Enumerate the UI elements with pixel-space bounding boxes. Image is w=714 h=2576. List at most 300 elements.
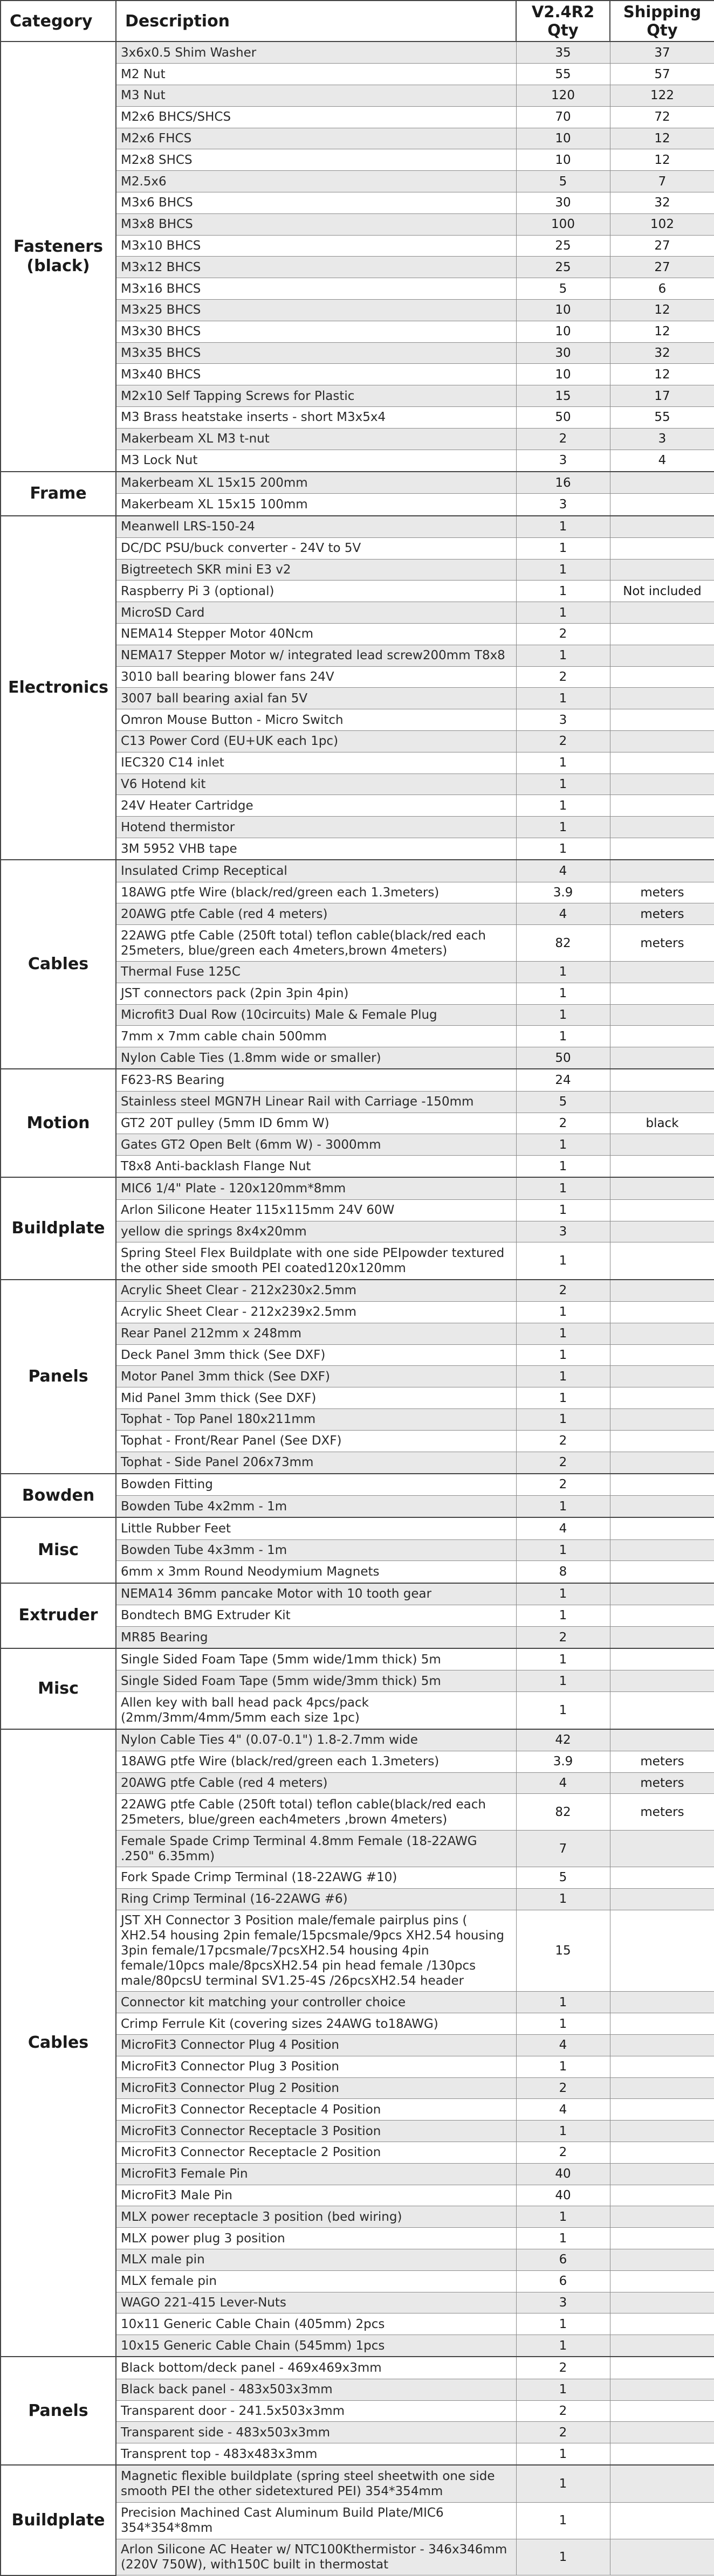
- item-description: M2x8 SHCS: [116, 149, 516, 171]
- item-qty: 1: [516, 1323, 610, 1344]
- item-shipping-qty: [610, 1280, 714, 1302]
- item-qty: 1: [516, 1301, 610, 1323]
- item-description: Black back panel - 483x503x3mm: [116, 2379, 516, 2400]
- item-shipping-qty: [610, 1992, 714, 2013]
- item-qty: 1: [516, 1156, 610, 1178]
- item-description: M3x12 BHCS: [116, 257, 516, 278]
- item-qty: 4: [516, 1517, 610, 1539]
- table-row: [1, 2465, 714, 2502]
- item-qty: 3: [516, 1221, 610, 1242]
- item-qty: 3: [516, 709, 610, 731]
- item-shipping-qty: 32: [610, 342, 714, 364]
- item-shipping-qty: [610, 860, 714, 882]
- item-description: Little Rubber Feet: [116, 1517, 516, 1539]
- item-shipping-qty: black: [610, 1113, 714, 1134]
- item-shipping-qty: 72: [610, 106, 714, 128]
- item-qty: 16: [516, 472, 610, 494]
- item-qty: 120: [516, 85, 610, 107]
- item-shipping-qty: 7: [610, 171, 714, 192]
- item-description: MicroFit3 Connector Plug 2 Position: [116, 2077, 516, 2099]
- item-shipping-qty: [610, 666, 714, 688]
- item-description: WAGO 221-415 Lever-Nuts: [116, 2292, 516, 2313]
- item-description: 18AWG ptfe Wire (black/red/green each 1.3meters): [116, 1751, 516, 1772]
- item-shipping-qty: [610, 645, 714, 666]
- item-shipping-qty: [610, 1539, 714, 1561]
- item-description: Stainless steel MGN7H Linear Rail with Carriage -150mm: [116, 1091, 516, 1113]
- item-qty: 1: [516, 752, 610, 774]
- item-qty: 70: [516, 106, 610, 128]
- item-shipping-qty: [610, 1648, 714, 1670]
- item-qty: 2: [516, 428, 610, 450]
- item-qty: 1: [516, 1242, 610, 1280]
- item-shipping-qty: [610, 2465, 714, 2502]
- item-description: MLX power plug 3 position: [116, 2228, 516, 2249]
- item-description: MicroFit3 Connector Receptacle 2 Position: [116, 2142, 516, 2164]
- item-description: Nylon Cable Ties (1.8mm wide or smaller): [116, 1047, 516, 1069]
- item-shipping-qty: [610, 2313, 714, 2335]
- item-shipping-qty: 37: [610, 42, 714, 64]
- category-label: Buildplate: [1, 1177, 116, 1279]
- item-qty: 4: [516, 2099, 610, 2121]
- table-row: [1, 860, 714, 882]
- item-description: MicroFit3 Connector Receptacle 4 Position: [116, 2099, 516, 2121]
- item-description: Tophat - Front/Rear Panel (See DXF): [116, 1430, 516, 1452]
- item-shipping-qty: [610, 559, 714, 581]
- item-description: 6mm x 3mm Round Neodymium Magnets: [116, 1561, 516, 1583]
- item-shipping-qty: [610, 752, 714, 774]
- item-qty: 1: [516, 602, 610, 624]
- item-qty: 1: [516, 774, 610, 795]
- category-label: Panels: [1, 1280, 116, 1474]
- item-description: Hotend thermistor: [116, 817, 516, 838]
- item-qty: 1: [516, 1992, 610, 2013]
- table-row: [1, 1517, 714, 1539]
- item-shipping-qty: [610, 2249, 714, 2271]
- item-shipping-qty: [610, 2292, 714, 2313]
- item-qty: 2: [516, 1626, 610, 1648]
- item-shipping-qty: 57: [610, 64, 714, 85]
- item-description: 3010 ball bearing blower fans 24V: [116, 666, 516, 688]
- item-description: T8x8 Anti-backlash Flange Nut: [116, 1156, 516, 1178]
- item-description: 3x6x0.5 Shim Washer: [116, 42, 516, 64]
- item-description: M3x35 BHCS: [116, 342, 516, 364]
- item-shipping-qty: [610, 2502, 714, 2539]
- item-qty: 2: [516, 1474, 610, 1496]
- item-description: JST XH Connector 3 Position male/female pairplus pins ( XH2.54 housing 2pin female/15pcsmale/9pcs XH2.54 housing 3pin female/17pcsmale/7pcsXH2.54 housing 4pin female/10pcs male/8pcsXH2.54 pin head female /130pcs male/80pcsU terminal SV1.25-4S /26pcsXH2.54 header: [116, 1910, 516, 1992]
- table-row: [1, 1729, 714, 1751]
- item-description: Makerbeam XL M3 t-nut: [116, 428, 516, 450]
- item-description: Arlon Silicone AC Heater w/ NTC100Kthermistor - 346x346mm (220V 750W), with150C built in thermostat: [116, 2539, 516, 2575]
- item-qty: 30: [516, 342, 610, 364]
- item-shipping-qty: [610, 2443, 714, 2465]
- column-header-category: Category: [1, 1, 116, 42]
- item-description: M3x16 BHCS: [116, 278, 516, 300]
- item-qty: 1: [516, 2056, 610, 2077]
- item-qty: 5: [516, 1091, 610, 1113]
- item-qty: 1: [516, 537, 610, 559]
- item-qty: 1: [516, 2502, 610, 2539]
- item-shipping-qty: [610, 602, 714, 624]
- item-description: 18AWG ptfe Wire (black/red/green each 1.3meters): [116, 882, 516, 903]
- item-description: Acrylic Sheet Clear - 212x239x2.5mm: [116, 1301, 516, 1323]
- item-description: Mid Panel 3mm thick (See DXF): [116, 1387, 516, 1409]
- item-description: 22AWG ptfe Cable (250ft total) teflon cable(black/red each 25meters, blue/green each 4meters,brown 4meters): [116, 925, 516, 962]
- item-shipping-qty: [610, 795, 714, 817]
- item-qty: 1: [516, 2228, 610, 2249]
- item-shipping-qty: [610, 731, 714, 752]
- item-description: Black bottom/deck panel - 469x469x3mm: [116, 2357, 516, 2379]
- item-description: Makerbeam XL 15x15 100mm: [116, 494, 516, 516]
- item-description: Transparent side - 483x503x3mm: [116, 2422, 516, 2443]
- item-description: NEMA17 Stepper Motor w/ integrated lead screw200mm T8x8: [116, 645, 516, 666]
- item-qty: 1: [516, 1692, 610, 1729]
- item-shipping-qty: [610, 1605, 714, 1627]
- item-description: Arlon Silicone Heater 115x115mm 24V 60W: [116, 1199, 516, 1221]
- item-qty: 15: [516, 385, 610, 407]
- item-description: Allen key with ball head pack 4pcs/pack (2mm/3mm/4mm/5mm each size 1pc): [116, 1692, 516, 1729]
- category-label: Buildplate: [1, 2465, 116, 2575]
- item-qty: 10: [516, 149, 610, 171]
- item-description: Tophat - Side Panel 206x73mm: [116, 1452, 516, 1474]
- item-qty: 1: [516, 1888, 610, 1910]
- item-description: M3x8 BHCS: [116, 213, 516, 235]
- item-description: MicroFit3 Connector Plug 4 Position: [116, 2035, 516, 2056]
- item-shipping-qty: [610, 1517, 714, 1539]
- item-shipping-qty: [610, 2357, 714, 2379]
- item-shipping-qty: 102: [610, 213, 714, 235]
- item-description: NEMA14 Stepper Motor 40Ncm: [116, 624, 516, 645]
- item-qty: 1: [516, 516, 610, 538]
- item-shipping-qty: meters: [610, 882, 714, 903]
- item-description: Fork Spade Crimp Terminal (18-22AWG #10): [116, 1867, 516, 1889]
- item-description: M3x10 BHCS: [116, 235, 516, 257]
- item-qty: 2: [516, 1430, 610, 1452]
- item-qty: 2: [516, 731, 610, 752]
- item-qty: 1: [516, 559, 610, 581]
- item-shipping-qty: [610, 1496, 714, 1518]
- item-description: M3 Brass heatstake inserts - short M3x5x4: [116, 407, 516, 429]
- item-shipping-qty: 12: [610, 128, 714, 149]
- item-qty: 40: [516, 2185, 610, 2206]
- item-qty: 1: [516, 1026, 610, 1047]
- item-qty: 1: [516, 688, 610, 709]
- item-qty: 2: [516, 2400, 610, 2422]
- item-description: NEMA14 36mm pancake Motor with 10 tooth gear: [116, 1583, 516, 1605]
- item-description: Raspberry Pi 3 (optional): [116, 581, 516, 602]
- item-description: yellow die springs 8x4x20mm: [116, 1221, 516, 1242]
- item-shipping-qty: [610, 2099, 714, 2121]
- item-qty: 82: [516, 1794, 610, 1831]
- item-qty: 1: [516, 1496, 610, 1518]
- item-shipping-qty: meters: [610, 1772, 714, 1794]
- item-description: Bowden Tube 4x2mm - 1m: [116, 1496, 516, 1518]
- item-shipping-qty: [610, 1430, 714, 1452]
- item-description: M2 Nut: [116, 64, 516, 85]
- item-qty: 5: [516, 278, 610, 300]
- item-description: 3007 ball bearing axial fan 5V: [116, 688, 516, 709]
- item-shipping-qty: [610, 2228, 714, 2249]
- item-description: Bondtech BMG Extruder Kit: [116, 1605, 516, 1627]
- item-description: Precision Machined Cast Aluminum Build Plate/MIC6 354*354*8mm: [116, 2502, 516, 2539]
- item-shipping-qty: 3: [610, 428, 714, 450]
- item-qty: 2: [516, 1113, 610, 1134]
- item-description: Motor Panel 3mm thick (See DXF): [116, 1366, 516, 1387]
- item-qty: 1: [516, 2121, 610, 2142]
- item-qty: 7: [516, 1831, 610, 1867]
- item-qty: 6: [516, 2249, 610, 2271]
- item-shipping-qty: [610, 2270, 714, 2292]
- table-row: [1, 1280, 714, 1302]
- item-shipping-qty: [610, 1387, 714, 1409]
- item-qty: 10: [516, 364, 610, 385]
- item-qty: 42: [516, 1729, 610, 1751]
- item-description: M3 Lock Nut: [116, 450, 516, 472]
- item-shipping-qty: meters: [610, 903, 714, 925]
- item-qty: 3: [516, 494, 610, 516]
- category-label: Electronics: [1, 516, 116, 860]
- item-shipping-qty: [610, 1004, 714, 1026]
- item-shipping-qty: [610, 2422, 714, 2443]
- item-description: 10x11 Generic Cable Chain (405mm) 2pcs: [116, 2313, 516, 2335]
- item-qty: 4: [516, 1772, 610, 1794]
- item-description: MR85 Bearing: [116, 1626, 516, 1648]
- item-shipping-qty: [610, 1069, 714, 1091]
- item-qty: 1: [516, 1366, 610, 1387]
- item-description: 7mm x 7mm cable chain 500mm: [116, 1026, 516, 1047]
- item-shipping-qty: 12: [610, 300, 714, 321]
- item-description: C13 Power Cord (EU+UK each 1pc): [116, 731, 516, 752]
- item-qty: 35: [516, 42, 610, 64]
- item-qty: 1: [516, 2465, 610, 2502]
- item-description: Meanwell LRS-150-24: [116, 516, 516, 538]
- item-description: Nylon Cable Ties 4" (0.07-0.1") 1.8-2.7mm wide: [116, 1729, 516, 1751]
- item-shipping-qty: meters: [610, 1794, 714, 1831]
- item-qty: 2: [516, 2077, 610, 2099]
- table-row: [1, 1069, 714, 1091]
- item-qty: 3.9: [516, 882, 610, 903]
- item-shipping-qty: meters: [610, 1751, 714, 1772]
- category-label: Cables: [1, 860, 116, 1069]
- item-qty: 24: [516, 1069, 610, 1091]
- item-qty: 6: [516, 2270, 610, 2292]
- item-shipping-qty: 17: [610, 385, 714, 407]
- item-shipping-qty: [610, 1888, 714, 1910]
- item-description: MicroFit3 Connector Receptacle 3 Position: [116, 2121, 516, 2142]
- item-description: JST connectors pack (2pin 3pin 4pin): [116, 983, 516, 1004]
- item-shipping-qty: [610, 1026, 714, 1047]
- item-qty: 10: [516, 300, 610, 321]
- bom-table-body: [1, 42, 714, 2575]
- item-description: 10x15 Generic Cable Chain (545mm) 1pcs: [116, 2335, 516, 2357]
- item-description: 20AWG ptfe Cable (red 4 meters): [116, 903, 516, 925]
- item-qty: 1: [516, 581, 610, 602]
- item-qty: 40: [516, 2163, 610, 2185]
- item-description: MLX power receptacle 3 position (bed wiring): [116, 2206, 516, 2228]
- item-qty: 1: [516, 1670, 610, 1692]
- item-shipping-qty: [610, 1177, 714, 1199]
- item-shipping-qty: [610, 1670, 714, 1692]
- item-shipping-qty: [610, 2013, 714, 2035]
- item-description: Thermal Fuse 125C: [116, 961, 516, 983]
- item-qty: 15: [516, 1910, 610, 1992]
- item-description: GT2 20T pulley (5mm ID 6mm W): [116, 1113, 516, 1134]
- item-shipping-qty: [610, 774, 714, 795]
- item-qty: 2: [516, 2142, 610, 2164]
- item-qty: 1: [516, 1134, 610, 1156]
- item-qty: 10: [516, 321, 610, 342]
- item-qty: 2: [516, 1280, 610, 1302]
- item-description: MIC6 1/4" Plate - 120x120mm*8mm: [116, 1177, 516, 1199]
- category-label: Misc: [1, 1648, 116, 1729]
- item-shipping-qty: [610, 2142, 714, 2164]
- item-description: Insulated Crimp Receptical: [116, 860, 516, 882]
- item-shipping-qty: [610, 472, 714, 494]
- item-shipping-qty: 12: [610, 321, 714, 342]
- item-shipping-qty: [610, 1474, 714, 1496]
- item-qty: 1: [516, 838, 610, 860]
- item-shipping-qty: [610, 1910, 714, 1992]
- item-qty: 50: [516, 407, 610, 429]
- item-shipping-qty: [610, 1452, 714, 1474]
- item-shipping-qty: [610, 2077, 714, 2099]
- item-qty: 1: [516, 1177, 610, 1199]
- item-qty: 2: [516, 666, 610, 688]
- item-qty: 1: [516, 1199, 610, 1221]
- item-shipping-qty: [610, 537, 714, 559]
- item-shipping-qty: [610, 1692, 714, 1729]
- category-label: Bowden: [1, 1474, 116, 1518]
- item-qty: 2: [516, 2357, 610, 2379]
- item-description: MLX female pin: [116, 2270, 516, 2292]
- item-qty: 5: [516, 1867, 610, 1889]
- item-shipping-qty: [610, 1134, 714, 1156]
- item-qty: 8: [516, 1561, 610, 1583]
- item-qty: 55: [516, 64, 610, 85]
- category-label: Panels: [1, 2357, 116, 2465]
- item-shipping-qty: 12: [610, 364, 714, 385]
- item-qty: 1: [516, 983, 610, 1004]
- item-qty: 1: [516, 1539, 610, 1561]
- table-row: [1, 1177, 714, 1199]
- item-description: Single Sided Foam Tape (5mm wide/3mm thick) 5m: [116, 1670, 516, 1692]
- column-header-qty: V2.4R2 Qty: [516, 1, 610, 42]
- item-shipping-qty: [610, 1091, 714, 1113]
- item-description: MicroFit3 Female Pin: [116, 2163, 516, 2185]
- item-shipping-qty: [610, 1323, 714, 1344]
- column-header-description: Description: [116, 1, 516, 42]
- item-qty: 25: [516, 235, 610, 257]
- item-qty: 1: [516, 2313, 610, 2335]
- item-description: M3x6 BHCS: [116, 192, 516, 214]
- item-shipping-qty: [610, 1344, 714, 1366]
- item-description: Transparent door - 241.5x503x3mm: [116, 2400, 516, 2422]
- item-shipping-qty: 27: [610, 257, 714, 278]
- item-description: V6 Hotend kit: [116, 774, 516, 795]
- item-description: M3x40 BHCS: [116, 364, 516, 385]
- table-row: [1, 42, 714, 64]
- item-qty: 3: [516, 450, 610, 472]
- item-shipping-qty: [610, 2335, 714, 2357]
- item-description: Bowden Fitting: [116, 1474, 516, 1496]
- item-shipping-qty: [610, 1831, 714, 1867]
- item-shipping-qty: [610, 2035, 714, 2056]
- item-qty: 1: [516, 1387, 610, 1409]
- category-label: Misc: [1, 1517, 116, 1583]
- item-description: Female Spade Crimp Terminal 4.8mm Female (18-22AWG .250" 6.35mm): [116, 1831, 516, 1867]
- item-shipping-qty: 27: [610, 235, 714, 257]
- category-label: Extruder: [1, 1583, 116, 1648]
- item-description: Bigtreetech SKR mini E3 v2: [116, 559, 516, 581]
- item-shipping-qty: [610, 1199, 714, 1221]
- item-description: M3x25 BHCS: [116, 300, 516, 321]
- table-row: [1, 1474, 714, 1496]
- item-description: Omron Mouse Button - Micro Switch: [116, 709, 516, 731]
- item-qty: 4: [516, 860, 610, 882]
- item-description: M2x6 BHCS/SHCS: [116, 106, 516, 128]
- item-shipping-qty: [610, 624, 714, 645]
- item-shipping-qty: [610, 2056, 714, 2077]
- item-shipping-qty: [610, 1561, 714, 1583]
- item-qty: 1: [516, 961, 610, 983]
- item-shipping-qty: [610, 1867, 714, 1889]
- item-description: MicroFit3 Connector Plug 3 Position: [116, 2056, 516, 2077]
- table-row: [1, 1648, 714, 1670]
- item-shipping-qty: [610, 983, 714, 1004]
- item-shipping-qty: [610, 1626, 714, 1648]
- item-description: 20AWG ptfe Cable (red 4 meters): [116, 1772, 516, 1794]
- item-shipping-qty: meters: [610, 925, 714, 962]
- item-qty: 10: [516, 128, 610, 149]
- item-qty: 1: [516, 1605, 610, 1627]
- item-description: Gates GT2 Open Belt (6mm W) - 3000mm: [116, 1134, 516, 1156]
- category-label: Frame: [1, 472, 116, 516]
- item-description: 3M 5952 VHB tape: [116, 838, 516, 860]
- item-qty: 1: [516, 2206, 610, 2228]
- item-shipping-qty: 4: [610, 450, 714, 472]
- item-shipping-qty: [610, 2539, 714, 2575]
- item-qty: 1: [516, 817, 610, 838]
- item-qty: 1: [516, 1648, 610, 1670]
- item-qty: 1: [516, 1004, 610, 1026]
- item-shipping-qty: [610, 688, 714, 709]
- table-row: [1, 516, 714, 538]
- item-description: Acrylic Sheet Clear - 212x230x2.5mm: [116, 1280, 516, 1302]
- item-shipping-qty: [610, 1729, 714, 1751]
- item-qty: 100: [516, 213, 610, 235]
- category-label: Fasteners (black): [1, 42, 116, 472]
- item-description: Single Sided Foam Tape (5mm wide/1mm thick) 5m: [116, 1648, 516, 1670]
- item-shipping-qty: [610, 961, 714, 983]
- item-qty: 2: [516, 1452, 610, 1474]
- table-row: [1, 2357, 714, 2379]
- item-description: M2x10 Self Tapping Screws for Plastic: [116, 385, 516, 407]
- item-qty: 2: [516, 2422, 610, 2443]
- item-shipping-qty: [610, 494, 714, 516]
- item-qty: 4: [516, 2035, 610, 2056]
- item-qty: 1: [516, 1344, 610, 1366]
- item-shipping-qty: [610, 2379, 714, 2400]
- item-description: M3x30 BHCS: [116, 321, 516, 342]
- item-shipping-qty: [610, 2121, 714, 2142]
- item-qty: 3: [516, 2292, 610, 2313]
- item-qty: 3.9: [516, 1751, 610, 1772]
- item-qty: 1: [516, 645, 610, 666]
- item-shipping-qty: 55: [610, 407, 714, 429]
- table-row: [1, 1583, 714, 1605]
- item-description: Makerbeam XL 15x15 200mm: [116, 472, 516, 494]
- item-description: M2.5x6: [116, 171, 516, 192]
- item-qty: 1: [516, 795, 610, 817]
